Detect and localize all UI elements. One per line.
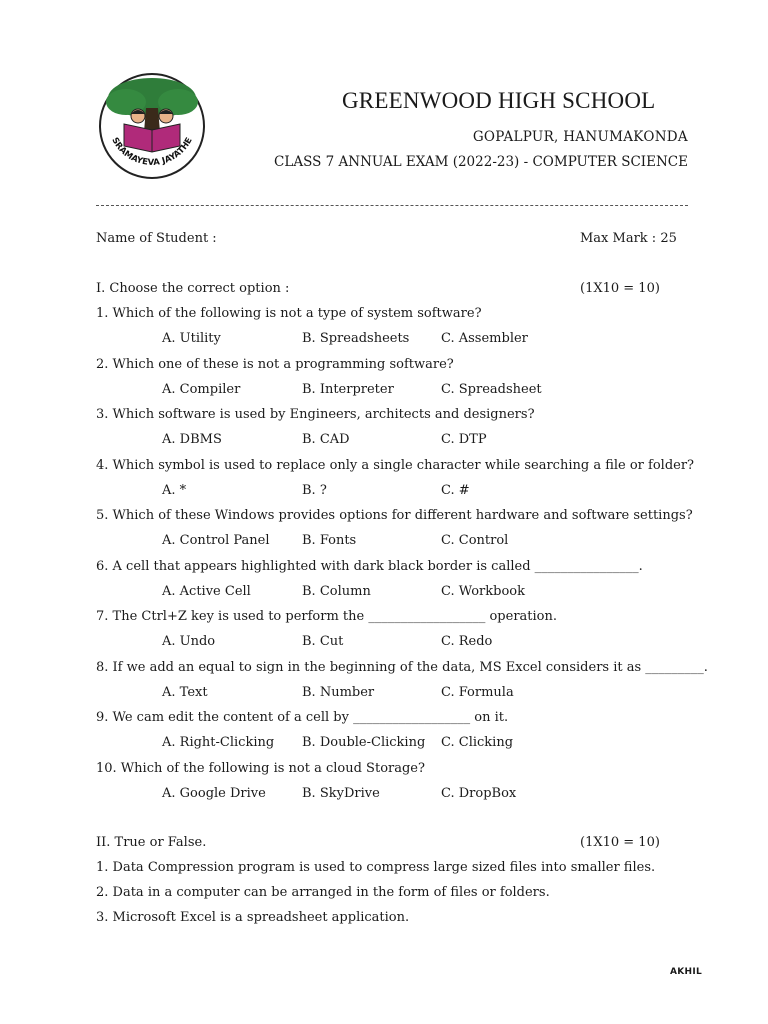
footer-author: AKHIL (670, 967, 703, 977)
dashed-divider (96, 205, 688, 206)
student-name-label: Name of Student : (96, 231, 217, 246)
answer-option: B. SkyDrive (302, 785, 380, 801)
question-text: 8. If we add an equal to sign in the beginning of the data, MS Excel considers it as _________. (96, 659, 708, 675)
answer-option: A. Control Panel (162, 533, 270, 548)
section2-title: II. True or False. (96, 835, 207, 850)
answer-option: B. ? (302, 482, 327, 498)
question-text: 2. Which one of these is not a programming software? (96, 356, 454, 372)
answer-option: C. Clicking (441, 735, 514, 750)
answer-option: A. * (162, 482, 187, 498)
max-mark: Max Mark : 25 (580, 231, 677, 246)
section1-title: I. Choose the correct option : (96, 281, 290, 296)
answer-option: B. Number (302, 684, 375, 700)
question-text: 5. Which of these Windows provides options for different hardware and software settings? (96, 508, 693, 523)
true-false-item: 2. Data in a computer can be arranged in the form of files or folders. (96, 885, 550, 900)
answer-option: A. Right-Clicking (162, 735, 275, 750)
school-location: GOPALPUR, HANUMAKONDA (472, 129, 688, 145)
answer-option: C. DTP (441, 432, 487, 447)
question-text: 1. Which of the following is not a type of system software? (96, 306, 482, 321)
answer-option: B. Cut (302, 634, 344, 649)
answer-option: A. Undo (162, 634, 216, 649)
answer-option: B. Interpreter (302, 381, 394, 397)
answer-option: A. Google Drive (162, 785, 266, 801)
answer-option: C. # (441, 482, 470, 498)
answer-option: B. Double-Clicking (302, 735, 426, 750)
section2-marks: (1X10 = 10) (580, 835, 660, 850)
answer-option: A. Compiler (162, 381, 241, 397)
true-false-item: 1. Data Compression program is used to compress large sized files into smaller files. (96, 860, 656, 875)
answer-option: A. Text (162, 684, 208, 700)
logo-motto: SRAMAYEVA JAYATHE (109, 135, 195, 168)
answer-option: B. CAD (302, 432, 350, 447)
answer-option: B. Fonts (302, 533, 357, 548)
answer-option: C. Redo (441, 634, 493, 649)
answer-option: B. Spreadsheets (302, 331, 410, 346)
answer-option: A. Utility (162, 331, 221, 346)
answer-option: C. Control (441, 533, 509, 548)
answer-option: C. Formula (441, 684, 514, 700)
question-text: 7. The Ctrl+Z key is used to perform the __________________ operation. (96, 609, 558, 624)
answer-option: C. Workbook (441, 583, 525, 599)
answer-option: C. Assembler (441, 331, 528, 346)
question-text: 6. A cell that appears highlighted with dark black border is called ________________. (96, 558, 643, 574)
question-text: 4. Which symbol is used to replace only a single character while searching a file or folder? (96, 457, 695, 473)
true-false-item: 3. Microsoft Excel is a spreadsheet application. (96, 910, 410, 925)
answer-option: A. Active Cell (162, 583, 251, 599)
answer-option: C. DropBox (441, 785, 517, 801)
exam-title: CLASS 7 ANNUAL EXAM (2022-23) - COMPUTER SCIENCE (274, 154, 688, 170)
answer-option: A. DBMS (162, 432, 222, 447)
question-text: 3. Which software is used by Engineers, architects and designers? (96, 407, 535, 422)
section1-marks: (1X10 = 10) (580, 281, 660, 296)
answer-option: B. Column (302, 583, 371, 599)
school-logo (96, 72, 208, 180)
question-text: 10. Which of the following is not a cloud Storage? (96, 760, 425, 776)
school-name: GREENWOOD HIGH SCHOOL (342, 88, 656, 113)
question-text: 9. We cam edit the content of a cell by __________________ on it. (96, 710, 509, 725)
answer-option: C. Spreadsheet (441, 381, 542, 397)
tree-logo-graphic (96, 72, 208, 180)
